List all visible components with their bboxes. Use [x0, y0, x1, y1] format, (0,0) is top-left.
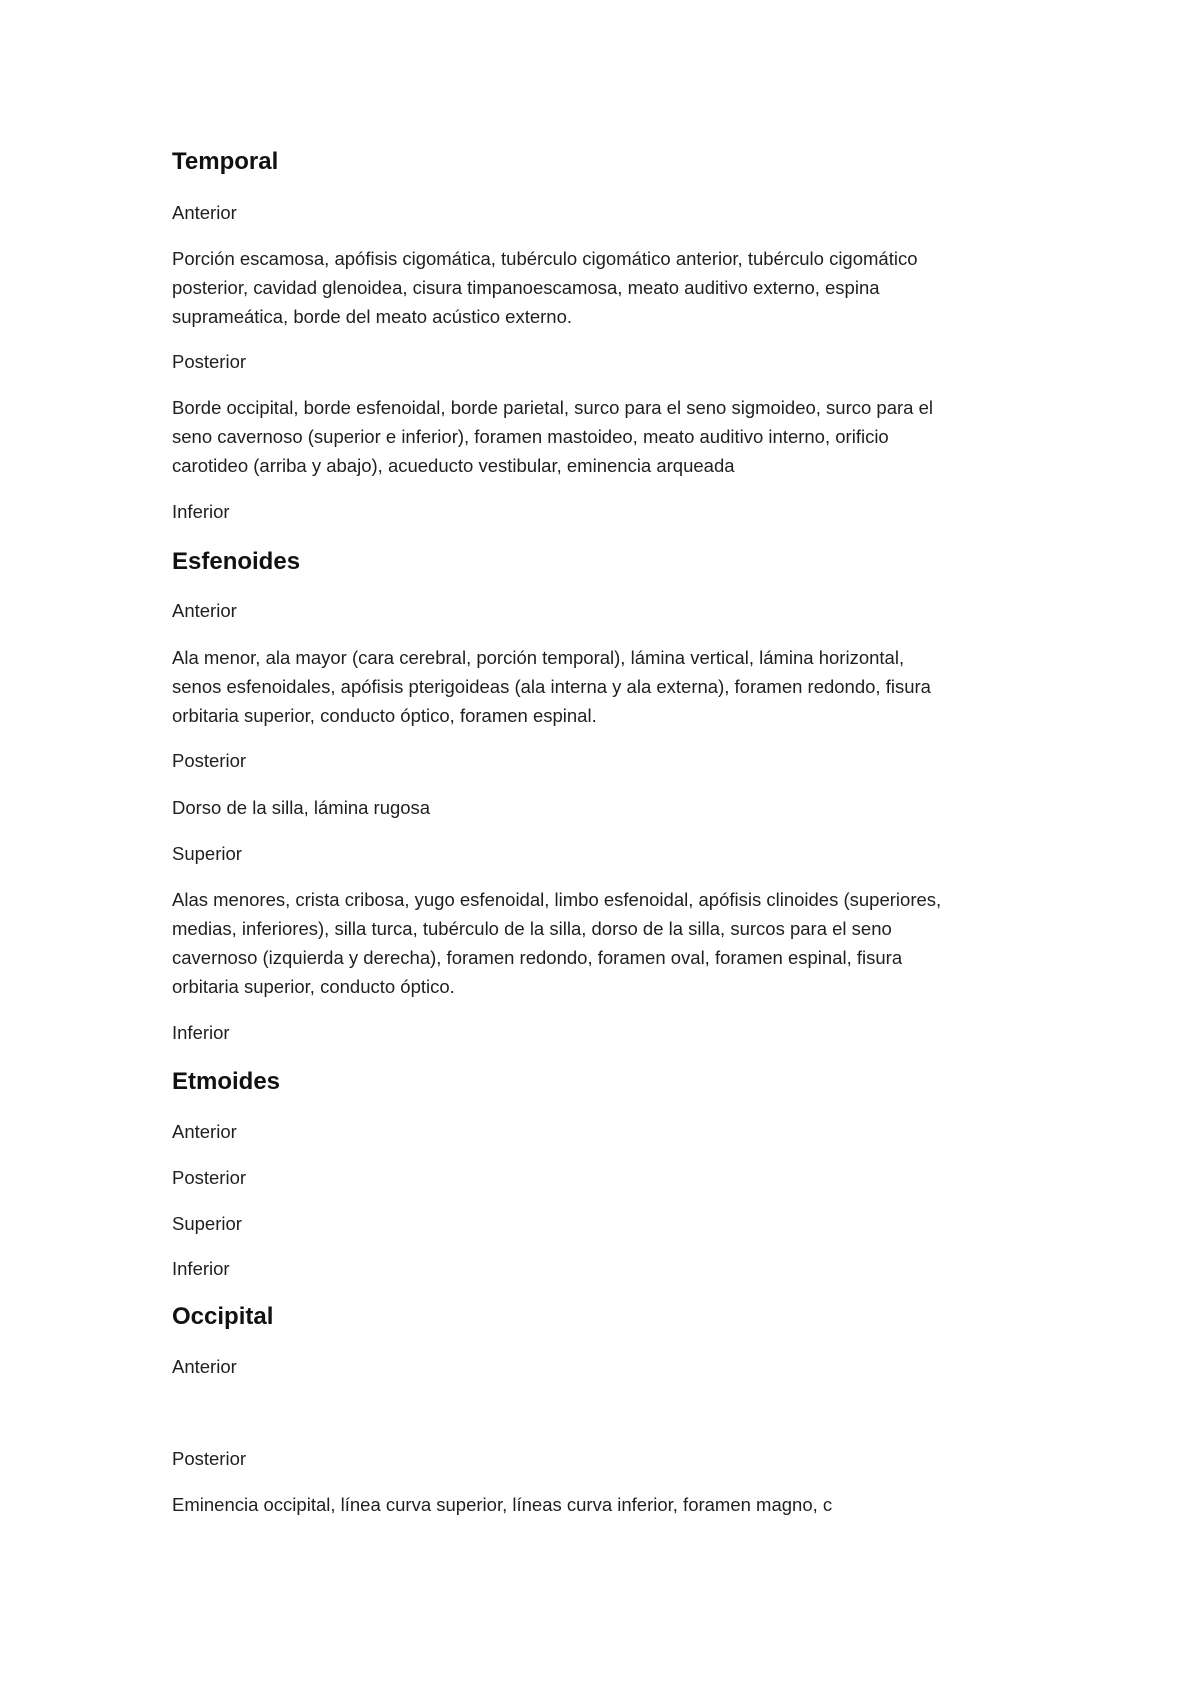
body-line: orbitaria superior, conducto óptico. [172, 976, 455, 997]
section-heading-occipital: Occipital [172, 1303, 274, 1330]
body-line: posterior, cavidad glenoidea, cisura timpanoescamosa, meato auditivo externo, espina [172, 277, 880, 298]
subheading-anterior: Anterior [172, 600, 237, 621]
body-line: Dorso de la silla, lámina rugosa [172, 797, 431, 818]
body-line: Porción escamosa, apófisis cigomática, tubérculo cigomático anterior, tubérculo cigomático [172, 248, 918, 269]
subheading-posterior: Posterior [172, 1167, 247, 1188]
section-heading-temporal: Temporal [172, 148, 279, 175]
body-line: Ala menor, ala mayor (cara cerebral, porción temporal), lámina vertical, lámina horizontal, [172, 647, 905, 668]
subheading-posterior: Posterior [172, 750, 247, 771]
section-heading-esfenoides: Esfenoides [172, 548, 301, 575]
subheading-inferior: Inferior [172, 501, 230, 522]
body-line: Alas menores, crista cribosa, yugo esfenoidal, limbo esfenoidal, apófisis clinoides (superiores, [172, 889, 942, 910]
body-line: carotideo (arriba y abajo), acueducto vestibular, eminencia arqueada [172, 455, 735, 476]
subheading-anterior: Anterior [172, 1121, 237, 1142]
subheading-posterior: Posterior [172, 1448, 247, 1469]
subheading-superior: Superior [172, 1213, 242, 1234]
body-line: Borde occipital, borde esfenoidal, borde parietal, surco para el seno sigmoideo, surco para el [172, 397, 934, 418]
section-heading-etmoides: Etmoides [172, 1068, 281, 1095]
subheading-anterior: Anterior [172, 202, 237, 223]
subheading-superior: Superior [172, 843, 242, 864]
subheading-posterior: Posterior [172, 351, 247, 372]
body-line: orbitaria superior, conducto óptico, foramen espinal. [172, 705, 597, 726]
body-line: Eminencia occipital, línea curva superior, líneas curva inferior, foramen magno, c [172, 1494, 833, 1515]
subheading-anterior: Anterior [172, 1356, 237, 1377]
subheading-inferior: Inferior [172, 1258, 230, 1279]
body-line: medias, inferiores), silla turca, tubérculo de la silla, dorso de la silla, surcos para el seno [172, 918, 892, 939]
subheading-inferior: Inferior [172, 1022, 230, 1043]
body-line: suprameática, borde del meato acústico externo. [172, 306, 573, 327]
body-line: senos esfenoidales, apófisis pterigoideas (ala interna y ala externa), foramen redondo, fisura [172, 676, 931, 697]
body-line: seno cavernoso (superior e inferior), foramen mastoideo, meato auditivo interno, orificio [172, 426, 889, 447]
body-line: cavernoso (izquierda y derecha), foramen redondo, foramen oval, foramen espinal, fisura [172, 947, 903, 968]
